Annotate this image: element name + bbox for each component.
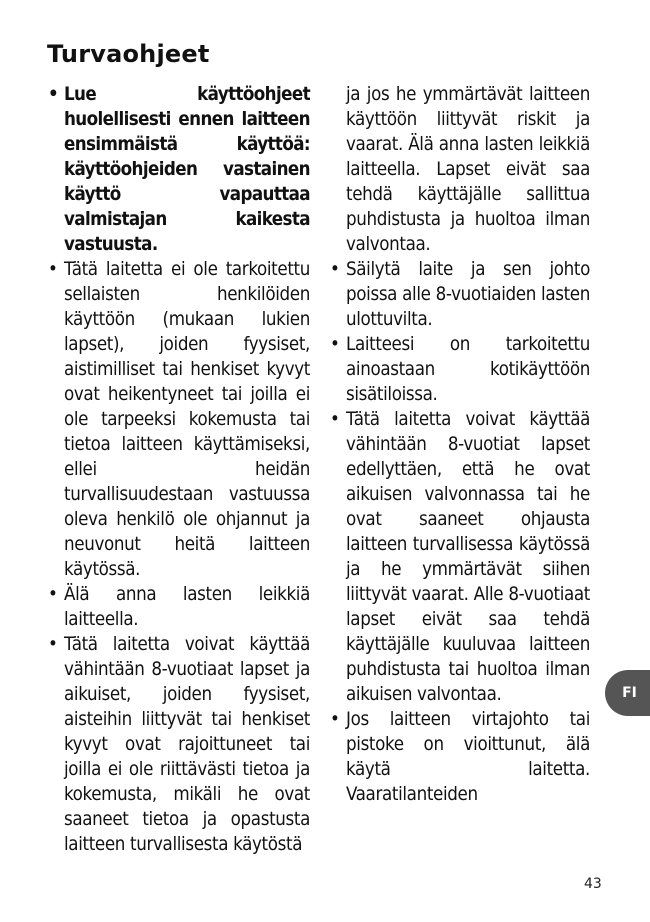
list-item: • Jos laitteen virtajohto tai pistoke on vioittunut, älä käytä laitetta. Vaaratilanteiden — [330, 707, 590, 807]
list-item: • Laitteesi on tarkoitettu ainoastaan kotikäyttöön sisätiloissa. — [330, 332, 590, 407]
right-column — [330, 82, 590, 807]
page-number: 43 — [584, 876, 602, 892]
list-item: • Älä anna lasten leikkiä laitteella. — [48, 582, 310, 632]
page-title: Turvaohjeet — [47, 40, 210, 68]
left-column — [48, 82, 310, 857]
safety-list-right — [330, 257, 590, 807]
list-item: • Tätä laitetta voivat käyttää vähintään 8-vuotiat lapset edellyttäen, että he ovat aikuisen valvonnassa tai he ovat saaneet ohjausta laitteen turvallisessa käytössä ja he ymmärtävät siihen liittyvät vaarat. Alle 8-vuotiaat lapset eivät saa tehdä käyttäjälle kuuluvaa laitteen puhdistusta tai huoltoa ilman aikuisen valvontaa. — [330, 407, 590, 707]
continued-paragraph: ja jos he ymmärtävät laitteen käyttöön liittyvät riskit ja vaarat. Älä anna lasten leikkiä laitteella. Lapset eivät saa tehdä käyttäjälle sallittua puhdistusta ja huoltoa ilman valvontaa. — [346, 84, 590, 255]
language-tab: FI — [605, 670, 650, 716]
list-item: • Tätä laitetta ei ole tarkoitettu sellaisten henkilöiden käyttöön (mukaan lukien lapset), joiden fyysiset, aistimilliset tai henkiset kyvyt ovat heikentyneet tai joilla ei ole tarpeeksi kokemusta tai tietoa laitteen käyttämiseksi, ellei heidän turvallisuudestaan vastuussa oleva henkilö ole ohjannut ja neuvonut heitä laitteen käytössä. — [48, 257, 310, 582]
safety-list-left — [48, 82, 310, 857]
list-item: • Tätä laitetta voivat käyttää vähintään 8-vuotiaat lapset ja aikuiset, joiden fyysiset, aisteihin liittyvät tai henkiset kyvyt ovat rajoittuneet tai joilla ei ole riittävästi tietoa ja kokemusta, mikäli he ovat saaneet tietoa ja opastusta laitteen turvallisesta käytöstä — [48, 632, 310, 857]
list-item: • Lue käyttöohjeet huolellisesti ennen laitteen ensimmäistä käyttöä: käyttöohjeiden vastainen käyttö vapauttaa valmistajan kaikesta vastuusta. — [48, 82, 310, 257]
list-item: • Säilytä laite ja sen johto poissa alle 8-vuotiaiden lasten ulottuvilta. — [330, 257, 590, 332]
